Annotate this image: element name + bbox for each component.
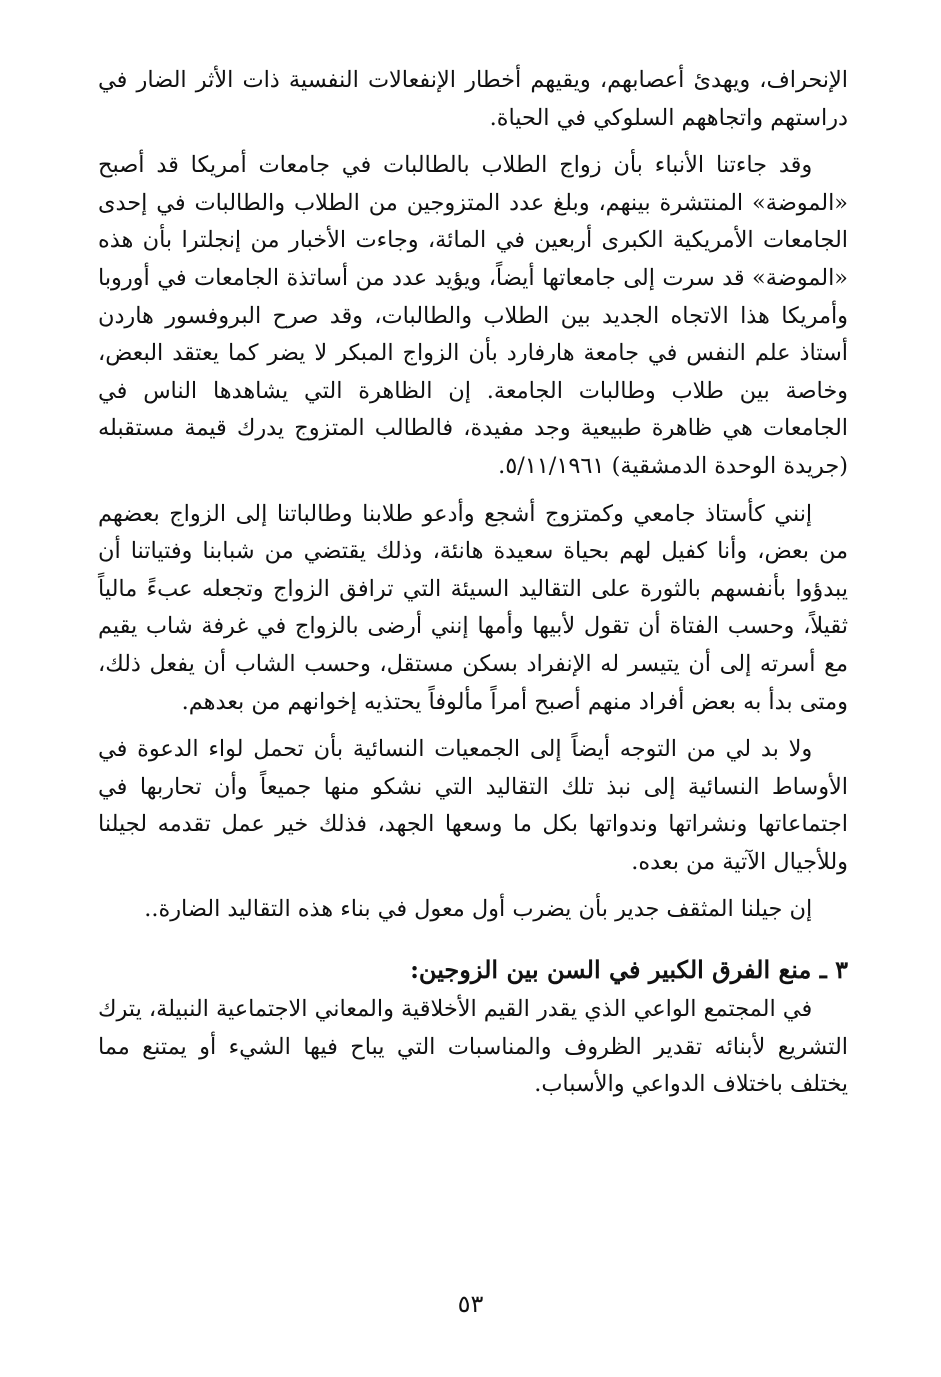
paragraph-5: إن جيلنا المثقف جدير بأن يضرب أول معول في بناء هذه التقاليد الضارة..	[144, 896, 813, 923]
paragraph-gap	[98, 137, 848, 147]
page-number: ٥٣	[457, 1290, 484, 1318]
paragraph-2: وقد جاءتنا الأنباء بأن زواج الطلاب بالطالبات في جامعات أمريكا قد أصبح «الموضة» المنتشرة بينهم، وبلغ عدد المتزوجين من الطلاب والطالبات في إحدى الجامعات الأمريكية الكبرى أربعين في المائة، وجاءت الأخبار من إنجلترا بأن هذه «الموضة» قد سرت إلى جامعاتها أيضاً، ويؤيد عدد من أساتذة الجامعات في أوروبا وأمريكا هذا الاتجاه الجديد بين الطلاب والطالبات، وقد صرح البروفسور هاردن أستاذ علم النفس في جامعة هارفارد بأن الزواج المبكر لا يضر كما يعتقد البعض، وخاصة بين طلاب وطالبات الجامعة. إن الظاهرة التي يشاهدها الناس في الجامعات هي ظاهرة طبيعية وجد مفيدة، فالطالب المتزوج يدرك قيمة مستقبله (جريدة الوحدة الدمشقية) ٥/١١/١٩٦١.	[98, 152, 848, 479]
paragraph-gap	[98, 881, 848, 891]
page-body	[98, 62, 848, 1104]
paragraph-1: الإنحراف، ويهدئ أعصابهم، ويقيهم أخطار الإنفعالات النفسية ذات الأثر الضار في دراستهم واتجاههم السلوكي في الحياة.	[98, 67, 848, 131]
paragraph-gap	[98, 721, 848, 731]
paragraph-gap	[98, 486, 848, 496]
section-heading: ٣ ـ منع الفرق الكبير في السن بين الزوجين:	[410, 955, 848, 985]
paragraph-4: ولا بد لي من التوجه أيضاً إلى الجمعيات النسائية بأن تحمل لواء الدعوة في الأوساط النسائية إلى نبذ تلك التقاليد التي نشكو منها جميعاً وأن تحاربها في اجتماعاتها ونشراتها وندواتها بكل ما وسعها الجهد، فذلك خير عمل تقدمه لجيلنا وللأجيال الآتية من بعده.	[98, 736, 848, 875]
paragraph-6: في المجتمع الواعي الذي يقدر القيم الأخلاقية والمعاني الاجتماعية النبيلة، يترك التشريع لأبنائه تقدير الظروف والمناسبات التي يباح فيها الشيء أو يمتنع مما يختلف باختلاف الدواعي والأسباب.	[98, 996, 848, 1098]
paragraph-3: إنني كأستاذ جامعي وكمتزوج أشجع وأدعو طلابنا وطالباتنا إلى الزواج بعضهم من بعض، وأنا كفيل لهم بحياة سعيدة هانئة، وذلك يقتضي من شبابنا وفتياتنا أن يبدؤوا بأنفسهم بالثورة على التقاليد السيئة التي ترافق الزواج وتجعله عبءً مالياً ثقيلاً، وحسب الفتاة أن تقول لأبيها وأمها إنني أرضى بالزواج في غرفة شاب يقيم مع أسرته إلى أن يتيسر له الإنفراد بسكن مستقل، وحسب الشاب أن يفعل ذلك، ومتى بدأ به بعض أفراد منهم أصبح أمراً مألوفاً يحتذيه إخوانهم من بعدهم.	[98, 500, 848, 715]
